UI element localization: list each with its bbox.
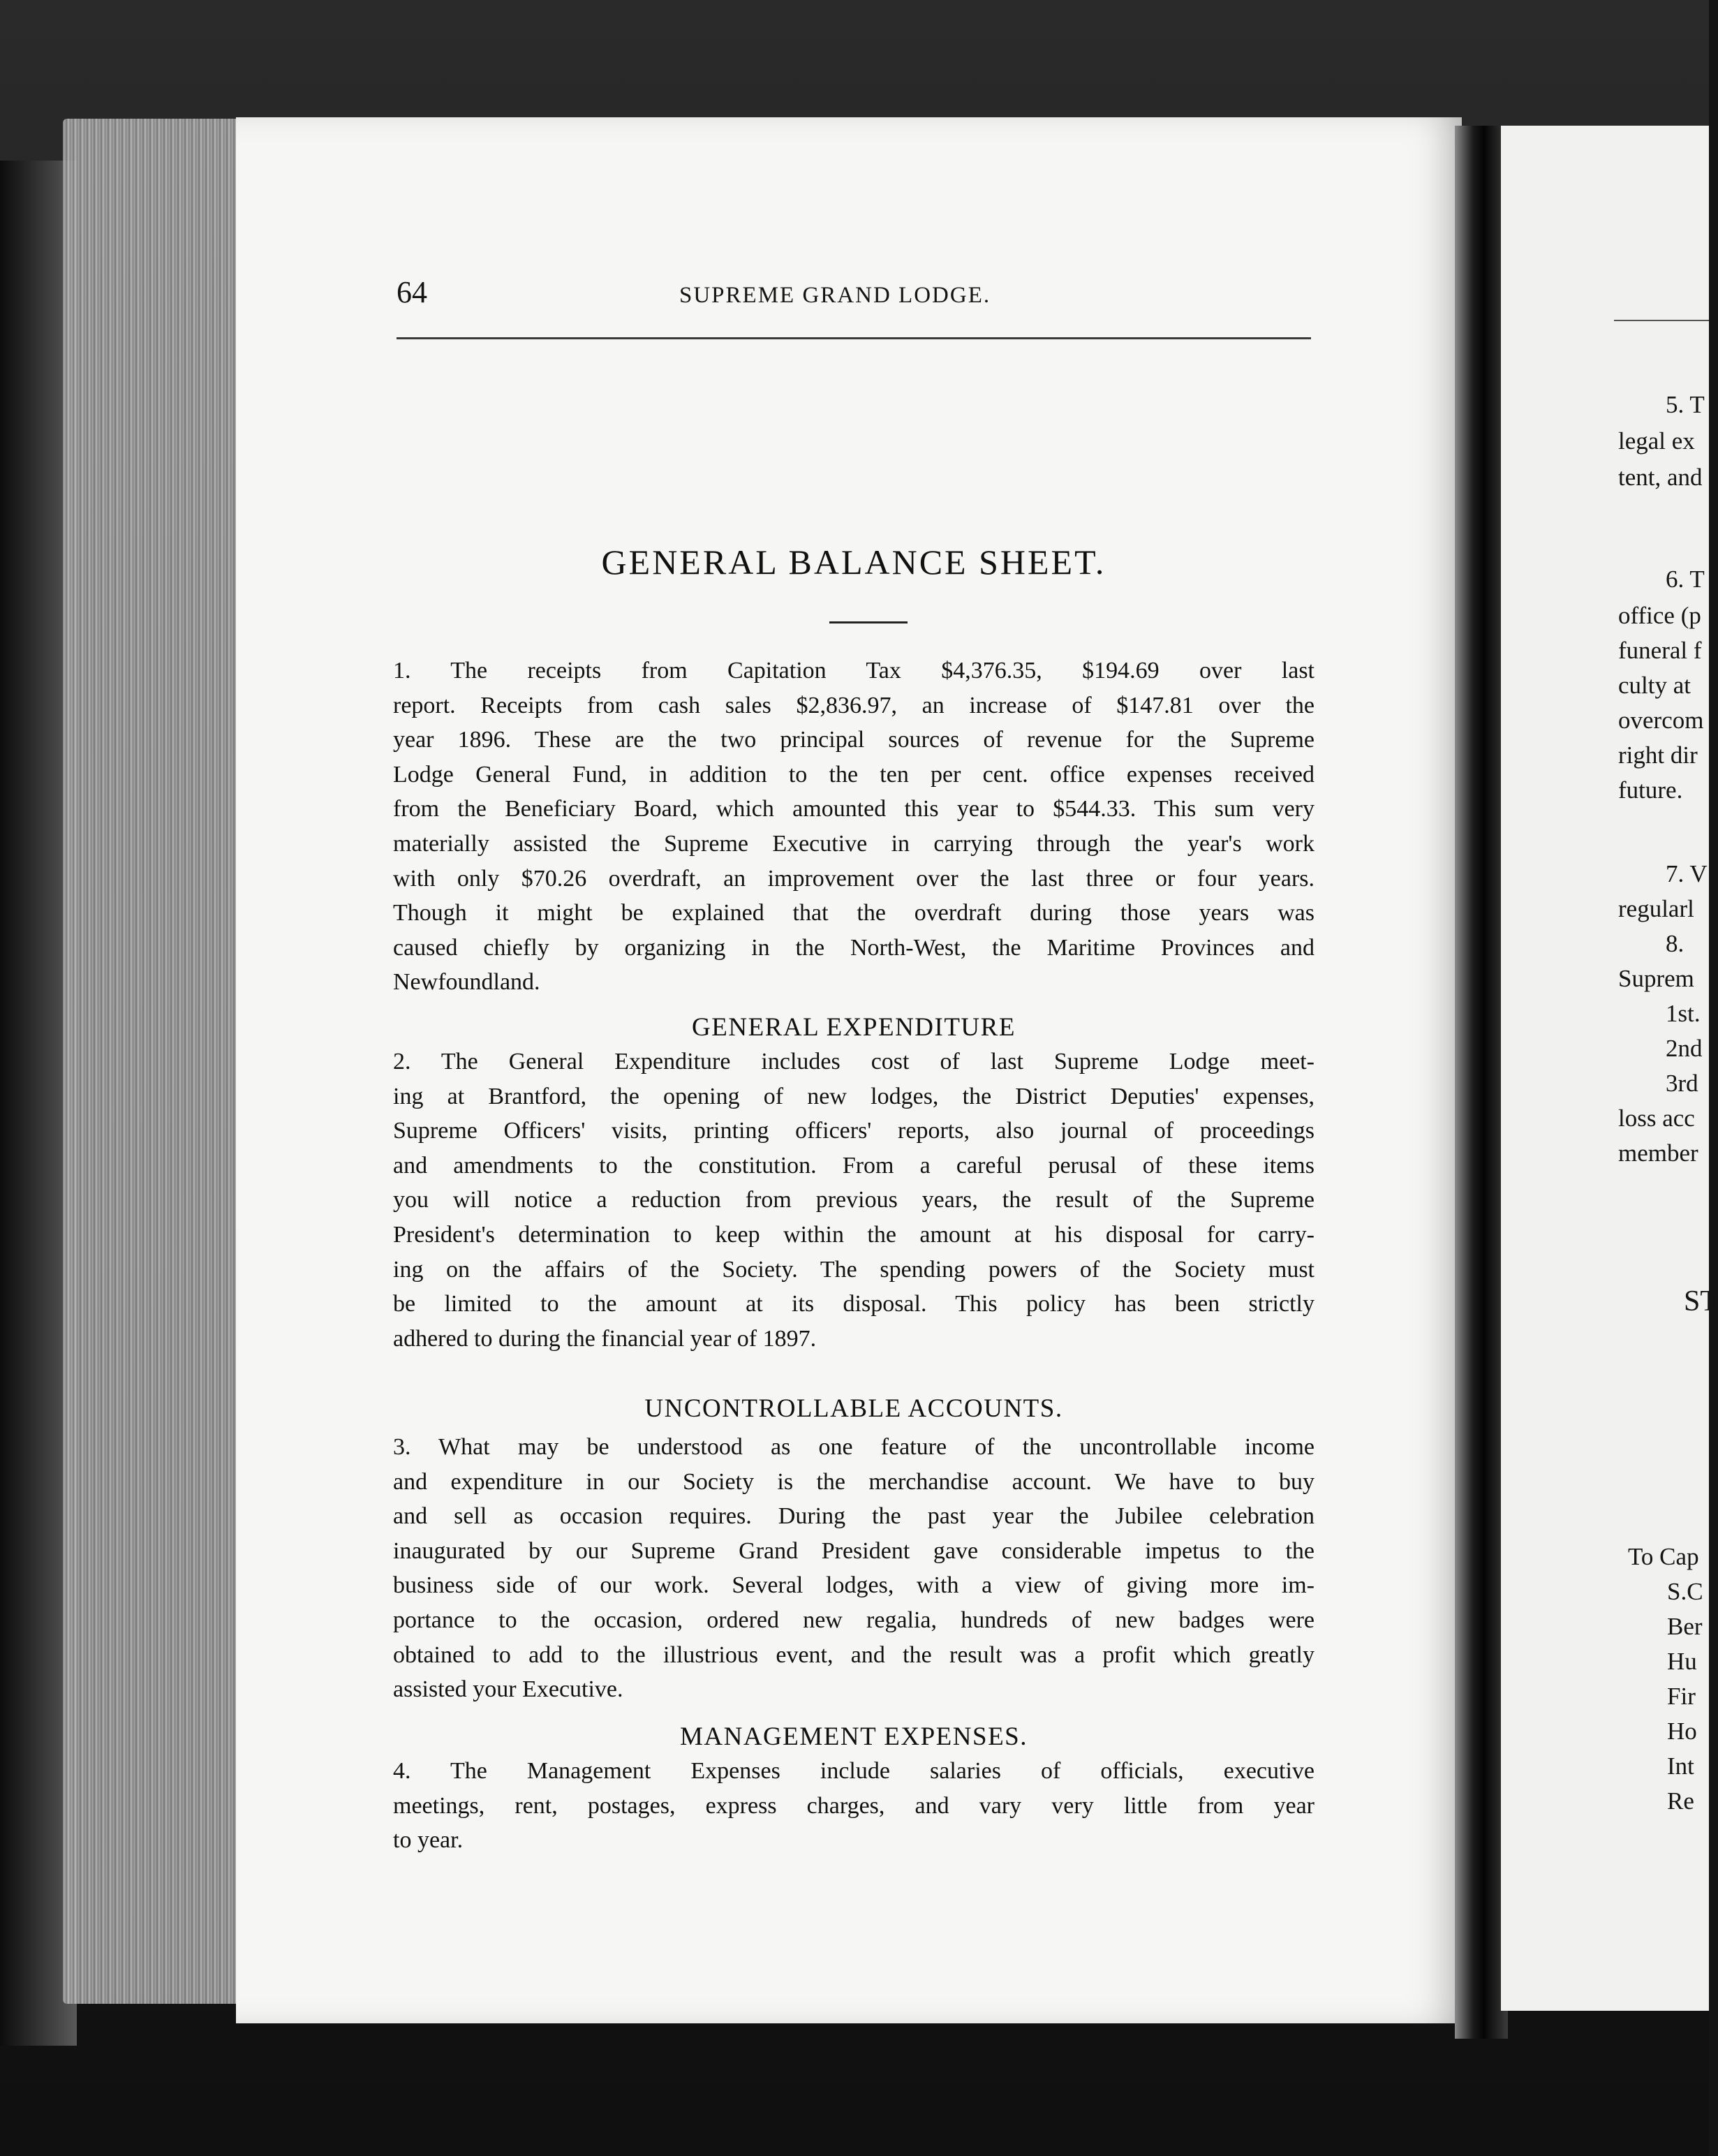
title-rule (829, 621, 908, 623)
right-text-fragment: 6. T (1666, 566, 1705, 593)
right-text-fragment: 5. T (1666, 391, 1705, 418)
paragraph-1 (393, 654, 1315, 1000)
right-text-fragment: future. (1618, 776, 1683, 804)
section-heading-general-expenditure: GENERAL EXPENDITURE (692, 1013, 1016, 1042)
right-text-fragment: 8. (1666, 930, 1684, 957)
left-page (236, 117, 1462, 2023)
right-text-fragment: Re (1667, 1787, 1694, 1815)
text-line: to year. (393, 1827, 464, 1854)
text-line: assisted your Executive. (393, 1676, 623, 1703)
text-line: business side of our work. Several lodges, with a view of giving more im- (393, 1572, 1315, 1599)
text-line: caused chiefly by organizing in the North-West, the Maritime Provinces and (393, 934, 1315, 961)
paragraph-4 (393, 1754, 1315, 1858)
text-line: and amendments to the constitution. From a careful perusal of these items (393, 1152, 1315, 1179)
right-text-fragment: To Cap (1628, 1543, 1699, 1570)
text-line: you will notice a reduction from previous years, the result of the Supreme (393, 1187, 1315, 1213)
right-text-fragment: regularl (1618, 895, 1694, 922)
right-text-fragment: funeral f (1618, 637, 1702, 664)
text-line: and expenditure in our Society is the merchandise account. We have to buy (393, 1468, 1315, 1495)
page-title: GENERAL BALANCE SHEET. (601, 542, 1106, 582)
section-heading-management-expenses: MANAGEMENT EXPENSES. (679, 1722, 1028, 1751)
text-line: adhered to during the financial year of 1897. (393, 1325, 817, 1352)
right-text-fragment: S.C (1667, 1578, 1703, 1605)
right-header-rule (1614, 320, 1709, 321)
right-text-fragment: Hu (1667, 1648, 1697, 1675)
right-text-fragment: overcom (1618, 707, 1704, 734)
right-text-fragment: Ber (1667, 1613, 1703, 1640)
right-page-fragment (1501, 126, 1718, 2011)
text-line: 3. What may be understood as one feature of the uncontrollable income (393, 1434, 1315, 1460)
text-line: 2. The General Expenditure includes cost of last Supreme Lodge meet- (393, 1049, 1315, 1075)
text-line: inaugurated by our Supreme Grand President gave considerable impetus to the (393, 1537, 1315, 1564)
text-line: Supreme Officers' visits, printing officers' reports, also journal of proceedings (393, 1118, 1315, 1144)
text-line: portance to the occasion, ordered new regalia, hundreds of new badges were (393, 1607, 1315, 1633)
right-text-fragment: 7. V (1666, 860, 1708, 887)
paragraph-2 (393, 1044, 1315, 1356)
right-text-fragment: Ho (1667, 1718, 1697, 1745)
right-text-fragment: 3rd (1666, 1070, 1698, 1097)
right-text-fragment: ST (1684, 1285, 1718, 1317)
text-line: 1. The receipts from Capitation Tax $4,376.35, $194.69 over last (393, 658, 1315, 684)
right-text-fragment: tent, and (1618, 464, 1703, 491)
book-gutter (1455, 126, 1508, 2039)
right-text-fragment: office (p (1618, 602, 1701, 629)
text-line: ing at Brantford, the opening of new lodges, the District Deputies' expenses, (393, 1083, 1315, 1109)
text-line: be limited to the amount at its disposal. This policy has been strictly (393, 1291, 1315, 1317)
text-line: Lodge General Fund, in addition to the ten per cent. office expenses received (393, 761, 1315, 788)
text-line: from the Beneficiary Board, which amounted this year to $544.33. This sum very (393, 796, 1315, 822)
page-number: 64 (397, 275, 427, 309)
right-text-fragment: member (1618, 1139, 1698, 1167)
right-text-fragment: loss acc (1618, 1105, 1695, 1132)
text-line: meetings, rent, postages, express charges, and vary very little from year (393, 1792, 1315, 1819)
right-text-fragment: Int (1667, 1752, 1694, 1780)
right-text-fragment: Fir (1667, 1683, 1696, 1710)
right-text-fragment: right dir (1618, 741, 1698, 769)
text-line: President's determination to keep within the amount at his disposal for carry- (393, 1221, 1315, 1248)
text-line: report. Receipts from cash sales $2,836.97, an increase of $147.81 over the (393, 692, 1315, 718)
running-head (397, 274, 1472, 316)
text-line: year 1896. These are the two principal sources of revenue for the Supreme (393, 727, 1315, 753)
right-text-fragment: legal ex (1618, 427, 1695, 455)
text-line: with only $70.26 overdraft, an improvement over the last three or four years. (393, 865, 1315, 892)
right-text-fragment: 1st. (1666, 1000, 1701, 1027)
right-text-fragment: culty at (1618, 672, 1691, 699)
text-line: materially assisted the Supreme Executive in carrying through the year's work (393, 830, 1315, 857)
right-text-fragment: 2nd (1666, 1035, 1703, 1062)
text-line: obtained to add to the illustrious event, and the result was a profit which greatly (393, 1641, 1315, 1668)
running-title: SUPREME GRAND LODGE. (679, 283, 991, 308)
text-line: 4. The Management Expenses include salaries of officials, executive (393, 1758, 1315, 1784)
right-text-fragment: Suprem (1618, 965, 1694, 992)
text-line: Newfoundland. (393, 969, 540, 996)
text-line: ing on the affairs of the Society. The spending powers of the Society must (393, 1256, 1315, 1283)
section-heading-uncontrollable-accounts: UNCONTROLLABLE ACCOUNTS. (644, 1394, 1063, 1423)
paragraph-3 (393, 1430, 1315, 1707)
book-page-edges (63, 119, 237, 2004)
text-line: and sell as occasion requires. During the past year the Jubilee celebration (393, 1503, 1315, 1530)
header-rule (397, 337, 1311, 339)
text-line: Though it might be explained that the overdraft during those years was (393, 900, 1315, 926)
